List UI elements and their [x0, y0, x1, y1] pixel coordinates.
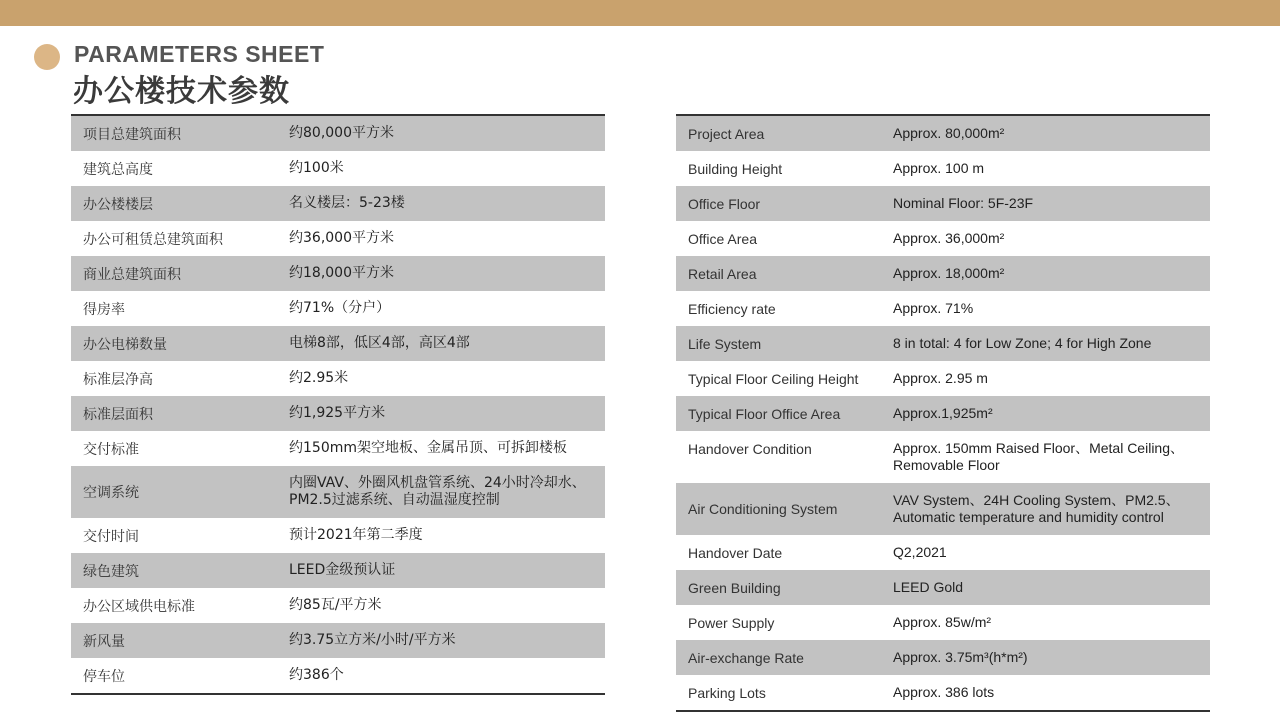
row-label: Air-exchange Rate	[688, 649, 804, 666]
table-row	[676, 570, 1210, 605]
table-row	[71, 186, 605, 221]
row-value: Nominal Floor: 5F-23F	[893, 195, 1034, 211]
table-row	[71, 116, 605, 151]
row-label: Power Supply	[688, 614, 775, 631]
table-row	[71, 623, 605, 658]
top-accent-bar	[0, 0, 1280, 26]
row-value: Q2,2021	[893, 544, 947, 560]
row-label: Typical Floor Office Area	[688, 405, 841, 422]
row-label: 项目总建筑面积	[83, 126, 181, 143]
row-value: 约2.95米	[289, 370, 349, 386]
table-row	[71, 326, 605, 361]
row-label: 标准层面积	[83, 406, 153, 423]
row-value: Approx. 100 m	[893, 160, 985, 176]
row-label: Office Floor	[688, 195, 761, 212]
table-row	[71, 431, 605, 466]
row-value: Approx. 3.75m³(h*m²)	[893, 649, 1028, 665]
row-value: 约386个	[289, 667, 344, 683]
row-value: 约150mm架空地板、金属吊顶、可拆卸楼板	[289, 440, 567, 456]
row-label: Air Conditioning System	[688, 501, 838, 517]
row-value: 约85瓦/平方米	[289, 597, 382, 613]
row-label: 建筑总高度	[83, 161, 153, 178]
row-label: 交付标准	[83, 441, 139, 458]
row-value: 电梯8部，低区4部，高区4部	[289, 335, 470, 351]
row-value: Approx. 150mm Raised Floor、Metal Ceiling、Removable Floor	[893, 440, 1184, 473]
row-label: Typical Floor Ceiling Height	[688, 370, 859, 387]
table-row	[71, 553, 605, 588]
table-row	[71, 518, 605, 553]
row-label: Efficiency rate	[688, 300, 776, 317]
table-row	[71, 256, 605, 291]
row-value: LEED金级预认证	[289, 562, 396, 578]
row-label: 交付时间	[83, 528, 139, 545]
row-value: 约36,000平方米	[289, 230, 394, 246]
row-value: 约18,000平方米	[289, 265, 394, 281]
bullet-dot-icon	[34, 44, 60, 70]
table-row	[676, 256, 1210, 291]
table-row	[71, 151, 605, 186]
page-title-en: PARAMETERS SHEET	[74, 41, 325, 67]
row-value: 名义楼层：5-23楼	[289, 195, 405, 211]
row-value: 约1,925平方米	[289, 405, 386, 421]
row-label: 新风量	[83, 633, 125, 650]
row-value: Approx. 2.95 m	[893, 370, 988, 386]
row-value: Approx. 18,000m²	[893, 265, 1005, 281]
table-row	[676, 640, 1210, 675]
table-row	[71, 221, 605, 256]
row-label: 办公电梯数量	[83, 336, 167, 353]
row-label: 办公区域供电标准	[83, 598, 195, 615]
row-value: 约71%（分户）	[289, 300, 391, 316]
row-label: Office Area	[688, 230, 758, 247]
row-value: Approx. 386 lots	[893, 684, 995, 700]
row-label: Building Height	[688, 160, 783, 177]
row-label: 商业总建筑面积	[83, 266, 181, 283]
row-value: VAV System、24H Cooling System、PM2.5、Automatic temperature and humidity control	[893, 492, 1180, 525]
parameters-table-en	[676, 114, 1210, 712]
table-row	[676, 535, 1210, 570]
table-row	[676, 361, 1210, 396]
row-label: 办公可租赁总建筑面积	[83, 231, 223, 248]
table-row	[676, 291, 1210, 326]
row-value: 约100米	[289, 160, 344, 176]
row-label: 得房率	[83, 301, 125, 318]
table-row	[676, 431, 1210, 483]
table-row	[676, 186, 1210, 221]
row-label: Handover Condition	[688, 441, 812, 457]
row-label: 绿色建筑	[83, 563, 139, 580]
row-label: 空调系统	[83, 485, 139, 501]
row-value: Approx. 80,000m²	[893, 125, 1005, 141]
row-label: Life System	[688, 335, 762, 352]
row-label: 停车位	[83, 668, 125, 685]
row-label: 办公楼楼层	[83, 196, 153, 213]
row-label: Handover Date	[688, 544, 783, 561]
table-row	[676, 483, 1210, 535]
table-row	[676, 326, 1210, 361]
row-label: Project Area	[688, 125, 765, 142]
row-label: Parking Lots	[688, 684, 766, 701]
row-value: Approx.1,925m²	[893, 405, 993, 421]
page-title-cn: 办公楼技术参数	[73, 74, 290, 109]
table-row	[71, 361, 605, 396]
table-row	[676, 116, 1210, 151]
table-row	[676, 396, 1210, 431]
row-label: Retail Area	[688, 265, 757, 282]
table-row	[676, 675, 1210, 710]
row-value: LEED Gold	[893, 579, 964, 595]
parameters-table-cn	[71, 114, 605, 695]
row-value: Approx. 36,000m²	[893, 230, 1005, 246]
row-value: 8 in total: 4 for Low Zone; 4 for High Zone	[893, 335, 1152, 351]
row-value: 约3.75立方米/小时/平方米	[289, 632, 456, 648]
table-row	[71, 588, 605, 623]
row-value: Approx. 71%	[893, 300, 974, 316]
row-value: 预计2021年第二季度	[289, 527, 423, 543]
row-value: 约80,000平方米	[289, 125, 394, 141]
table-row	[676, 151, 1210, 186]
row-label: 标准层净高	[83, 371, 153, 388]
table-row	[676, 221, 1210, 256]
table-row	[71, 466, 605, 518]
table-row	[71, 658, 605, 693]
table-row	[71, 291, 605, 326]
table-row	[71, 396, 605, 431]
row-value: 内圈VAV、外圈风机盘管系统、24小时冷却水、PM2.5过滤系统、自动温湿度控制	[289, 475, 586, 508]
row-value: Approx. 85w/m²	[893, 614, 992, 630]
table-row	[676, 605, 1210, 640]
row-label: Green Building	[688, 579, 781, 596]
